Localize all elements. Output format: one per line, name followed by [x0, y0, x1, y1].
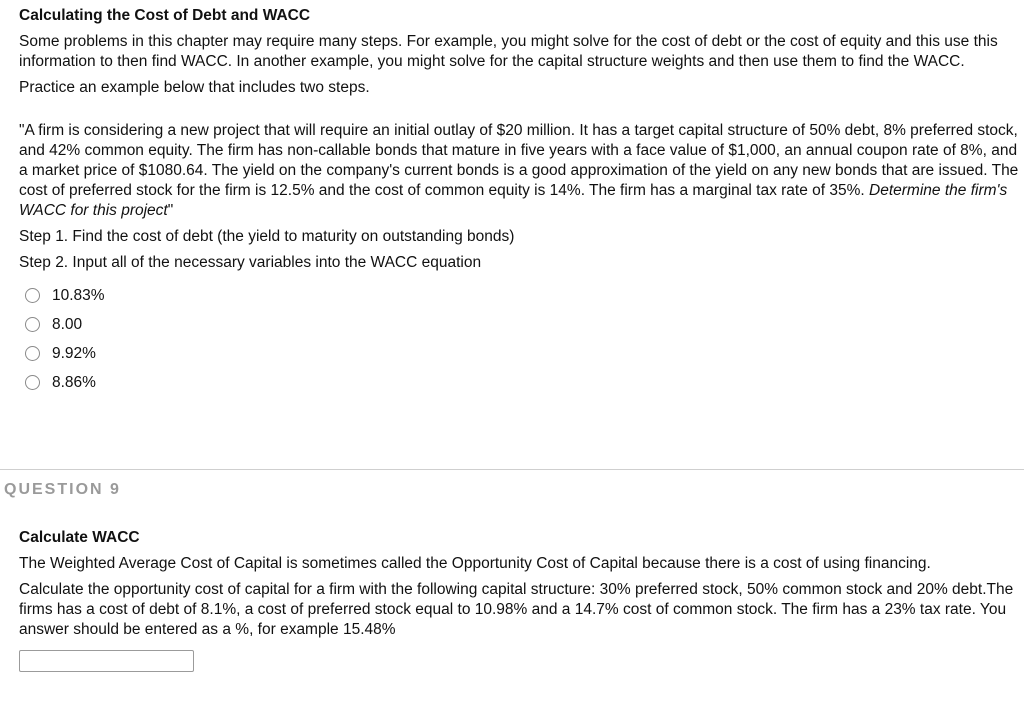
- question-8-problem-statement: [19, 121, 1019, 221]
- radio-button[interactable]: [25, 346, 40, 361]
- question-9-block: [19, 528, 1019, 672]
- option-3[interactable]: [25, 339, 1019, 368]
- problem-statement-end: ": [167, 202, 174, 219]
- question-9-label: QUESTION 9: [4, 481, 121, 498]
- question-8-block: [19, 6, 1019, 397]
- radio-button[interactable]: [25, 375, 40, 390]
- option-4[interactable]: [25, 368, 1019, 397]
- question-8-practice-text: Practice an example below that includes two steps.: [19, 79, 370, 96]
- answer-input[interactable]: [19, 650, 194, 672]
- step-1-text: Step 1. Find the cost of debt (the yield to maturity on outstanding bonds): [19, 228, 515, 245]
- option-2[interactable]: [25, 310, 1019, 339]
- radio-button[interactable]: [25, 317, 40, 332]
- option-label: 9.92%: [52, 344, 96, 362]
- option-label: 10.83%: [52, 286, 105, 304]
- question-8-title: Calculating the Cost of Debt and WACC: [19, 7, 311, 24]
- problem-statement-italic: Determine the firm's WACC for this project: [19, 182, 1008, 219]
- option-label: 8.00: [52, 315, 83, 333]
- question-divider: [0, 469, 1024, 470]
- question-8-intro: Some problems in this chapter may require many steps. For example, you might solve for the cost of debt or the cost of equity and this use this information to then find WACC. In another example, you might solve for the capital structure weights and then use them to find the WACC.: [19, 33, 998, 70]
- question-9-problem-statement: Calculate the opportunity cost of capital for a firm with the following capital structure: 30% preferred stock, 50% common stock and 20% debt.The firms has a cost of debt of 8.1%, a cost of preferred stock equal to 10.98% and a 14.7% cost of common stock. The firm has a 23% tax rate. You answer should be entered as a %, for example 15.48%: [19, 581, 1014, 638]
- question-9-title: Calculate WACC: [19, 529, 140, 546]
- answer-options: [19, 281, 1019, 397]
- question-9-description: The Weighted Average Cost of Capital is sometimes called the Opportunity Cost of Capital because there is a cost of using financing.: [19, 555, 931, 572]
- step-2-text: Step 2. Input all of the necessary variables into the WACC equation: [19, 254, 482, 271]
- option-label: 8.86%: [52, 373, 96, 391]
- problem-statement-text: "A firm is considering a new project that will require an initial outlay of $20 million. It has a target capital structure of 50% debt, 8% preferred stock, and 42% common equity. The firm has non-callable bonds that mature in five years with a face value of $1,000, an annual coupon rate of 8%, and a market price of $1080.64. The yield on the company's current bonds is a good approximation of the yield on any new bonds that are issued. The cost of preferred stock for the firm is 12.5% and the cost of common equity is 14%. The firm has a marginal tax rate of 35%.: [19, 122, 1019, 199]
- option-1[interactable]: [25, 281, 1019, 310]
- radio-button[interactable]: [25, 288, 40, 303]
